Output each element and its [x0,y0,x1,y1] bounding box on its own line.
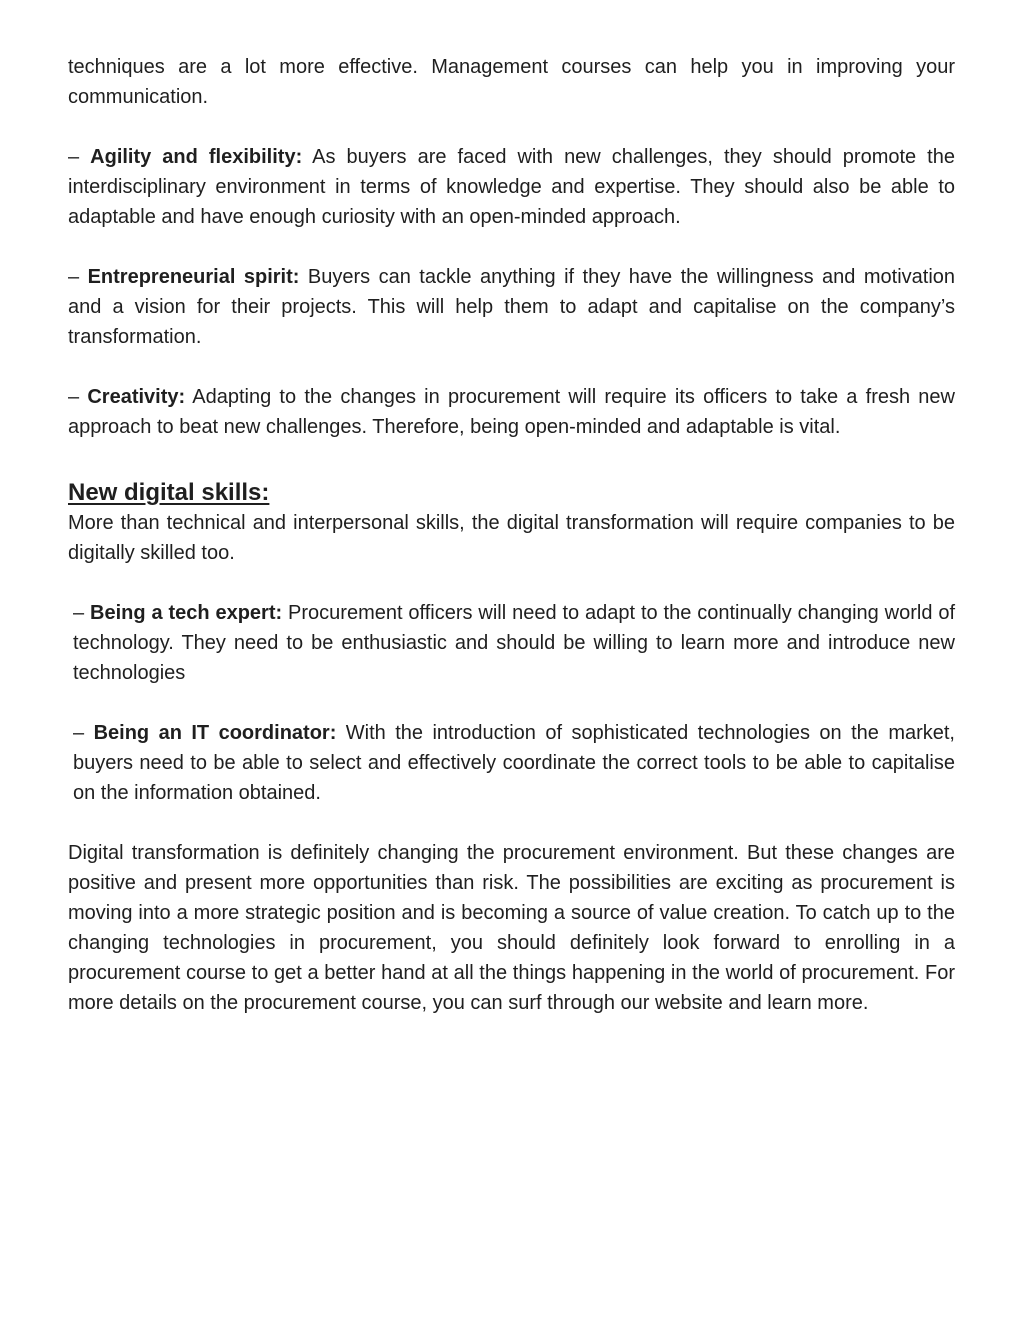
spacer [68,442,955,476]
intro-paragraph: techniques are a lot more effective. Management courses can help you in improving your communication. [68,56,955,108]
spacer [68,232,955,262]
digital-skill-it-coordinator [68,718,955,808]
spacer [68,568,955,598]
conclusion-paragraph: Digital transformation is definitely changing the procurement environment. But these changes are positive and present more opportunities than risk. The possibilities are exciting as procurement is moving into a more strategic position and is becoming a source of value creation. To catch up to the changing technologies in procurement, you should definitely look forward to enrolling in a procurement course to get a better hand at all the things happening in the world of procurement. For more details on the procurement course, you can surf through our website and learn more. [68,842,955,1014]
skill-description: Buyers can tackle anything if they have the willingness and motivation and a vision for their projects. This will help them to adapt and capitalise on the company’s transformation. [68,266,956,348]
spacer [68,112,955,142]
skill-description: Procurement officers will need to adapt to the continually changing world of technology. They need to be enthusiastic and should be willing to learn more and introduce new technologies [73,602,956,684]
bullet-dash: – [68,146,80,168]
section-heading-digital-skills: New digital skills: [68,479,270,506]
document-page [68,52,955,1018]
skill-term: Being a tech expert: [90,602,283,624]
skill-description: With the introduction of sophisticated technologies on the market, buyers need to be able to select and effectively coordinate the correct tools to be able to capitalise on the information obtained. [73,722,955,804]
soft-skill-creativity [68,382,955,442]
bullet-dash: – [68,266,80,288]
skill-term: Being an IT coordinator: [93,722,337,744]
spacer [68,688,955,718]
skill-term: Entrepreneurial spirit: [87,266,300,288]
spacer [68,808,955,838]
digital-intro-paragraph: More than technical and interpersonal skills, the digital transformation will require companies to be digitally skilled too. [68,512,955,564]
bullet-dash: – [73,602,85,624]
skill-description: As buyers are faced with new challenges, they should promote the interdisciplinary environment in terms of knowledge and expertise. They should also be able to adaptable and have enough curiosity with an open-minded approach. [68,146,955,228]
bullet-dash: – [73,722,85,744]
skill-term: Agility and flexibility: [90,146,303,168]
skill-term: Creativity: [87,386,186,408]
soft-skill-entrepreneurial [68,262,955,352]
digital-skill-tech-expert [68,598,955,688]
bullet-dash: – [68,386,80,408]
skill-description: Adapting to the changes in procurement will require its officers to take a fresh new approach to beat new challenges. Therefore, being open-minded and adaptable is vital. [68,386,955,438]
spacer [68,352,955,382]
soft-skill-agility [68,142,955,232]
